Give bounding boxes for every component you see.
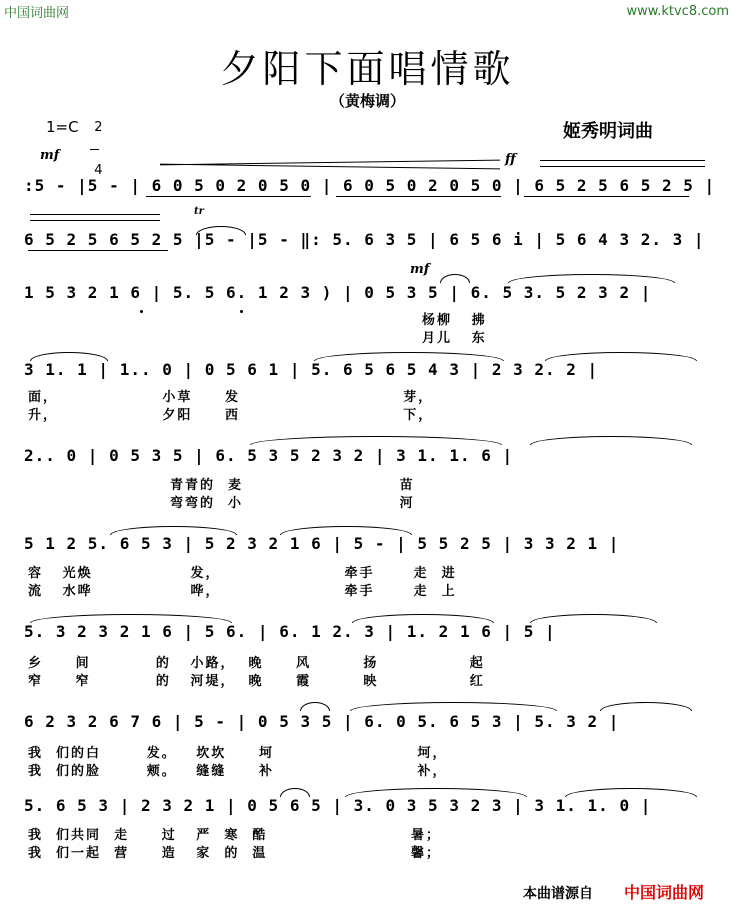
lyric-verse-2: 月儿 东 <box>422 331 487 346</box>
notation-line: 5. 3 2 3 2 1 6 | 5 6. | 6. 1 2. 3 | 1. 2 1 6 | 5 | <box>24 622 556 641</box>
tie <box>530 436 692 445</box>
notation-line: 3 1. 1 | 1.. 0 | 0 5 6 1 | 5. 6 5 6 5 4 3 | 2 3 2. 2 | <box>24 360 599 379</box>
lyric-verse-1: 我 们共同 走 过 严 寒 酷 暑； <box>28 828 441 843</box>
time-signature <box>86 107 103 178</box>
dynamic-mf-2: mf <box>410 262 430 277</box>
tie <box>600 702 692 711</box>
time-signature-bottom: 4 <box>94 163 103 178</box>
lyric-verse-1: 容 光焕 发， 牵手 走 进 <box>28 566 457 581</box>
beam <box>146 196 311 197</box>
footer-site-name[interactable]: 中国词曲网 <box>624 883 705 902</box>
notation-line: 6 2 3 2 6 7 6 | 5 - | 0 5 3 5 | 6. 0 5. 6 5 3 | 5. 3 2 | <box>24 712 620 731</box>
notation-line: 1 5 3 2 1 6 | 5. 5 6. 1 2 3 ) | 0 5 3 5 | 6. 5 3. 5 2 3 2 | <box>24 283 652 302</box>
notation-line: 5 1 2 5. 6 5 3 | 5 2 3 2 1 6 | 5 - | 5 5 2 5 | 3 3 2 1 | <box>24 534 620 553</box>
dynamic-trill: tr <box>194 206 204 217</box>
dynamic-ff: ff <box>505 152 516 167</box>
watermark-left: 中国词曲网 <box>4 6 70 21</box>
watermark-right: www.ktvc8.com <box>626 4 729 19</box>
lyric-verse-1: 我 们的白 发。 坎坎 坷 坷， <box>28 746 448 761</box>
notation-line: 2.. 0 | 0 5 3 5 | 6. 5 3 5 2 3 2 | 3 1. 1. 6 | <box>24 446 514 465</box>
lyric-verse-1: 面， 小草 发 芽， <box>28 390 434 405</box>
tie <box>300 702 330 711</box>
time-signature-top: 2 <box>94 120 103 135</box>
tie <box>250 436 502 445</box>
octave-dot <box>140 310 143 313</box>
lyric-verse-1: 乡 间 的 小路， 晚 风 扬 起 <box>28 656 485 671</box>
notation-line: 5. 6 5 3 | 2 3 2 1 | 0 5 6 5 | 3. 0 3 5 3 2 3 | 3 1. 1. 0 | <box>24 796 652 815</box>
octave-dot <box>240 310 243 313</box>
notation-line: 6 5 2 5 6 5 2 5 |5 - |5 - ‖: 5. 6 3 5 | 6 5 6 i | 5 6 4 3 2. 3 | <box>24 230 705 249</box>
footer-source-label: 本曲谱源自 <box>523 886 593 902</box>
dynamic-line <box>30 214 160 215</box>
dynamic-line <box>540 160 705 161</box>
lyric-verse-2: 窄 窄 的 河堤， 晚 霞 映 红 <box>28 674 485 689</box>
lyric-verse-2: 我 们的脸 颊。 缝缝 补 补， <box>28 764 448 779</box>
lyric-verse-2: 升， 夕阳 西 下， <box>28 408 434 423</box>
beam <box>336 196 501 197</box>
song-subtitle: （黄梅调） <box>329 92 405 110</box>
lyric-verse-2: 弯弯的 小 河 <box>170 496 415 511</box>
composer-credit: 姬秀明词曲 <box>563 121 653 142</box>
tie <box>508 274 675 283</box>
dynamic-line <box>30 220 160 221</box>
dynamic-line <box>540 166 705 167</box>
tie <box>440 274 470 283</box>
beam <box>28 250 168 251</box>
tie <box>350 702 557 711</box>
song-title: 夕阳下面唱情歌 <box>220 47 515 91</box>
lyric-verse-1: 青青的 麦 苗 <box>170 478 415 493</box>
lyric-verse-1: 杨柳 拂 <box>422 313 487 328</box>
beam <box>524 196 689 197</box>
crescendo-line <box>160 164 500 170</box>
notation-line: :5 - |5 - | 6 0 5 0 2 0 5 0 | 6 0 5 0 2 0 5 0 | 6 5 2 5 6 5 2 5 | <box>24 176 716 195</box>
lyric-verse-2: 流 水哗 哗， 牵手 走 上 <box>28 584 457 599</box>
key-signature: 1=C <box>46 118 79 136</box>
lyric-verse-2: 我 们一起 营 造 家 的 温 馨； <box>28 846 441 861</box>
dynamic-mf-1: mf <box>40 148 60 163</box>
